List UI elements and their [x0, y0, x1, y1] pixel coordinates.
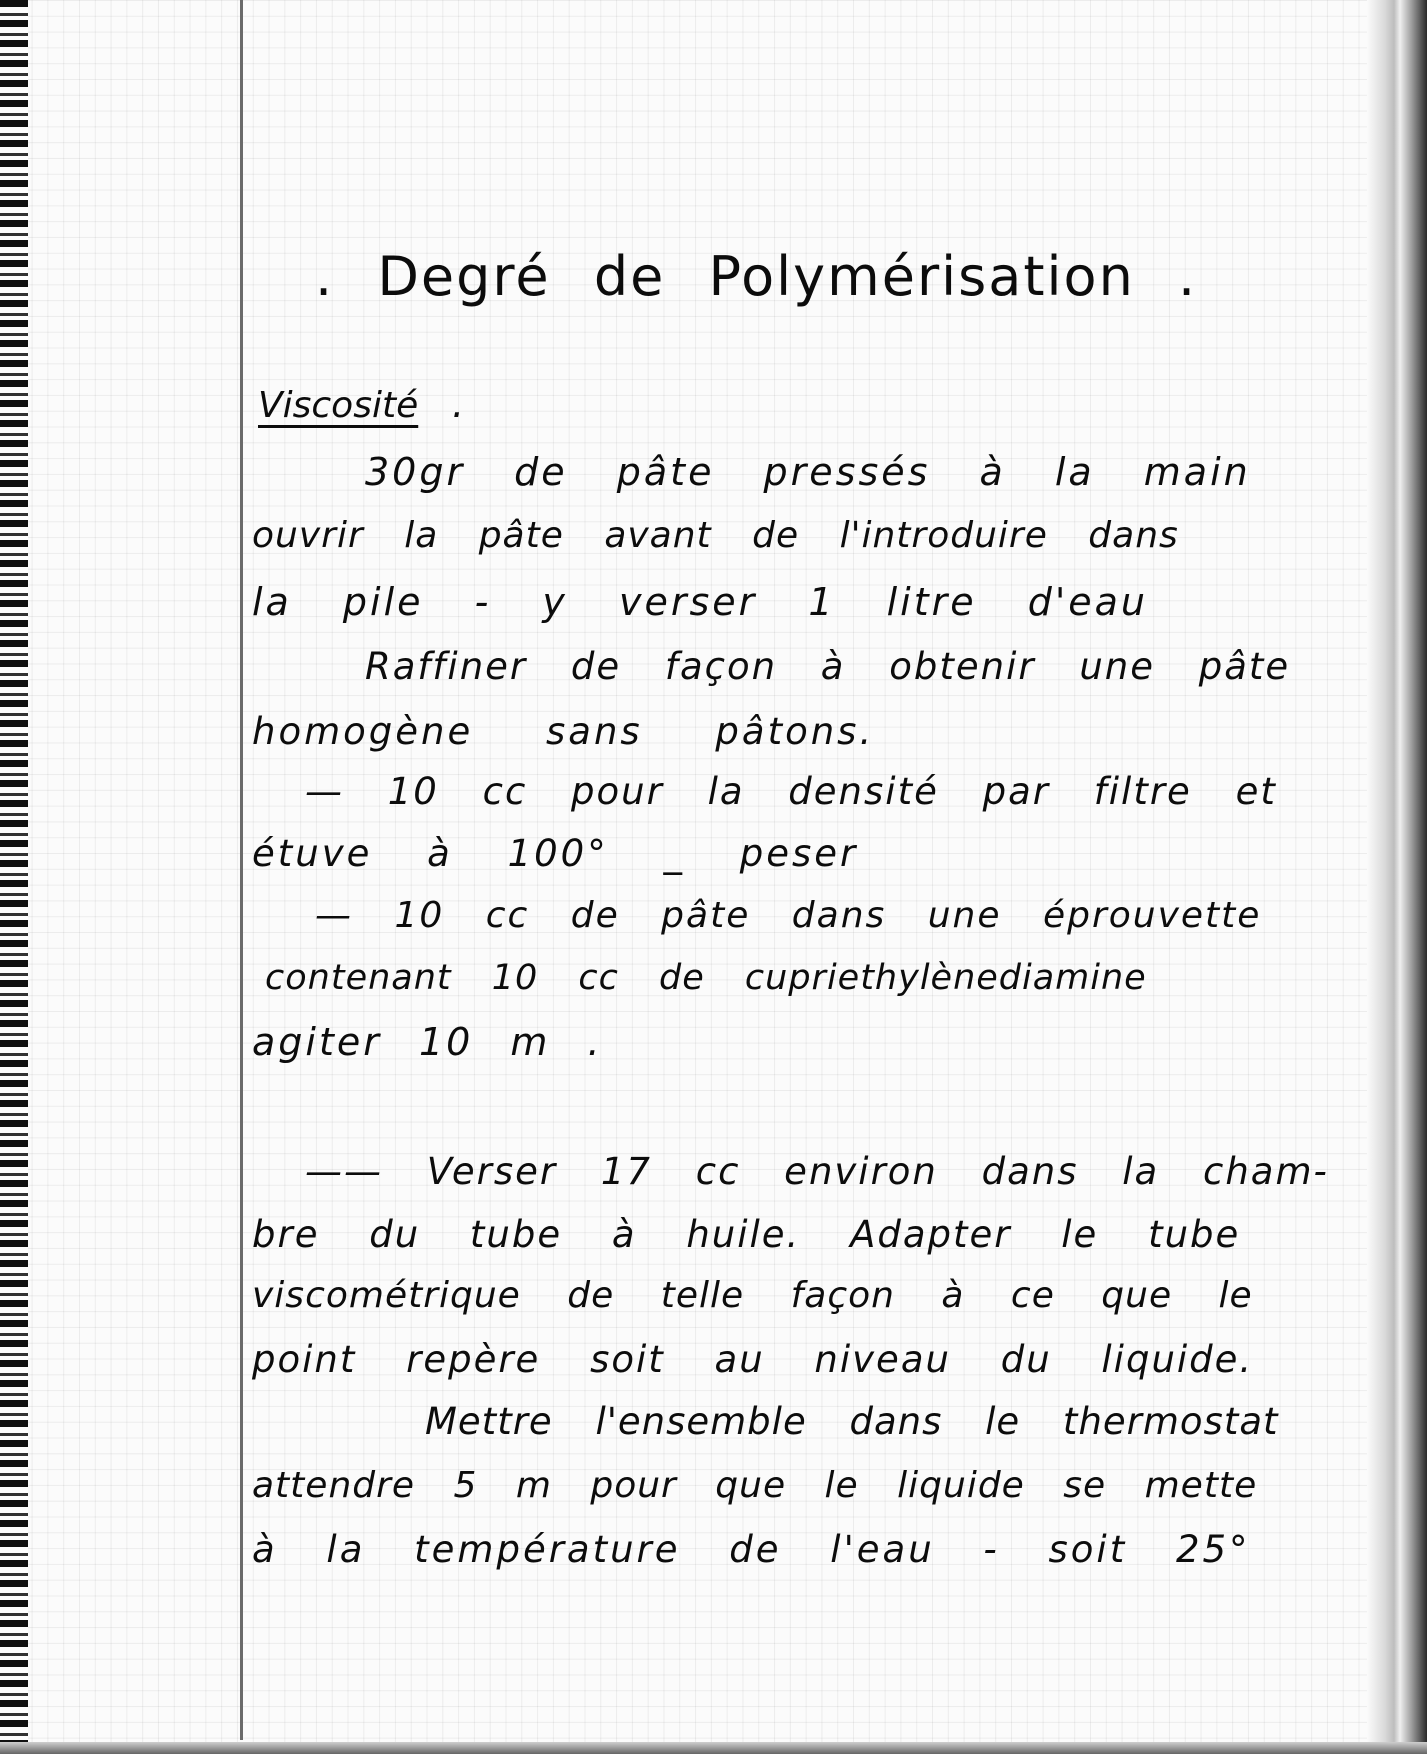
- text-line: — 10 cc de pâte dans une éprouvette: [315, 895, 1262, 936]
- section-heading-suffix: .: [452, 382, 469, 426]
- text-line: la pile - y verser 1 litre d'eau: [252, 580, 1149, 624]
- text-line: viscométrique de telle façon à ce que le: [252, 1275, 1253, 1316]
- text-line: contenant 10 cc de cupriethylènediamine: [265, 958, 1147, 998]
- text-line: point repère soit au niveau du liquide.: [252, 1338, 1254, 1381]
- text-line: bre du tube à huile. Adapter le tube: [252, 1213, 1241, 1256]
- text-line: attendre 5 m pour que le liquide se mette: [252, 1465, 1258, 1506]
- text-line: —— Verser 17 cc environ dans la cham-: [305, 1150, 1329, 1193]
- text-line: — 10 cc pour la densité par filtre et: [305, 770, 1277, 813]
- spiral-binding: [0, 0, 28, 1754]
- text-line: homogène sans pâtons.: [252, 710, 875, 753]
- text-line: à la température de l'eau - soit 25°: [252, 1528, 1251, 1571]
- section-heading-text: Viscosité: [258, 385, 419, 426]
- margin-line: [240, 0, 243, 1740]
- section-heading: [258, 385, 418, 426]
- page-stack-edge: [1367, 0, 1427, 1754]
- text-line: agiter 10 m .: [252, 1020, 603, 1064]
- page-bottom-edge: [0, 1742, 1427, 1754]
- text-line: Raffiner de façon à obtenir une pâte: [365, 645, 1291, 688]
- text-line: étuve à 100° _ peser: [252, 832, 859, 875]
- text-line: ouvrir la pâte avant de l'introduire dans: [252, 515, 1179, 556]
- page-title: . Degré de Polymérisation .: [315, 245, 1198, 308]
- text-line: Mettre l'ensemble dans le thermostat: [425, 1400, 1279, 1443]
- text-line: 30gr de pâte pressés à la main: [365, 450, 1251, 494]
